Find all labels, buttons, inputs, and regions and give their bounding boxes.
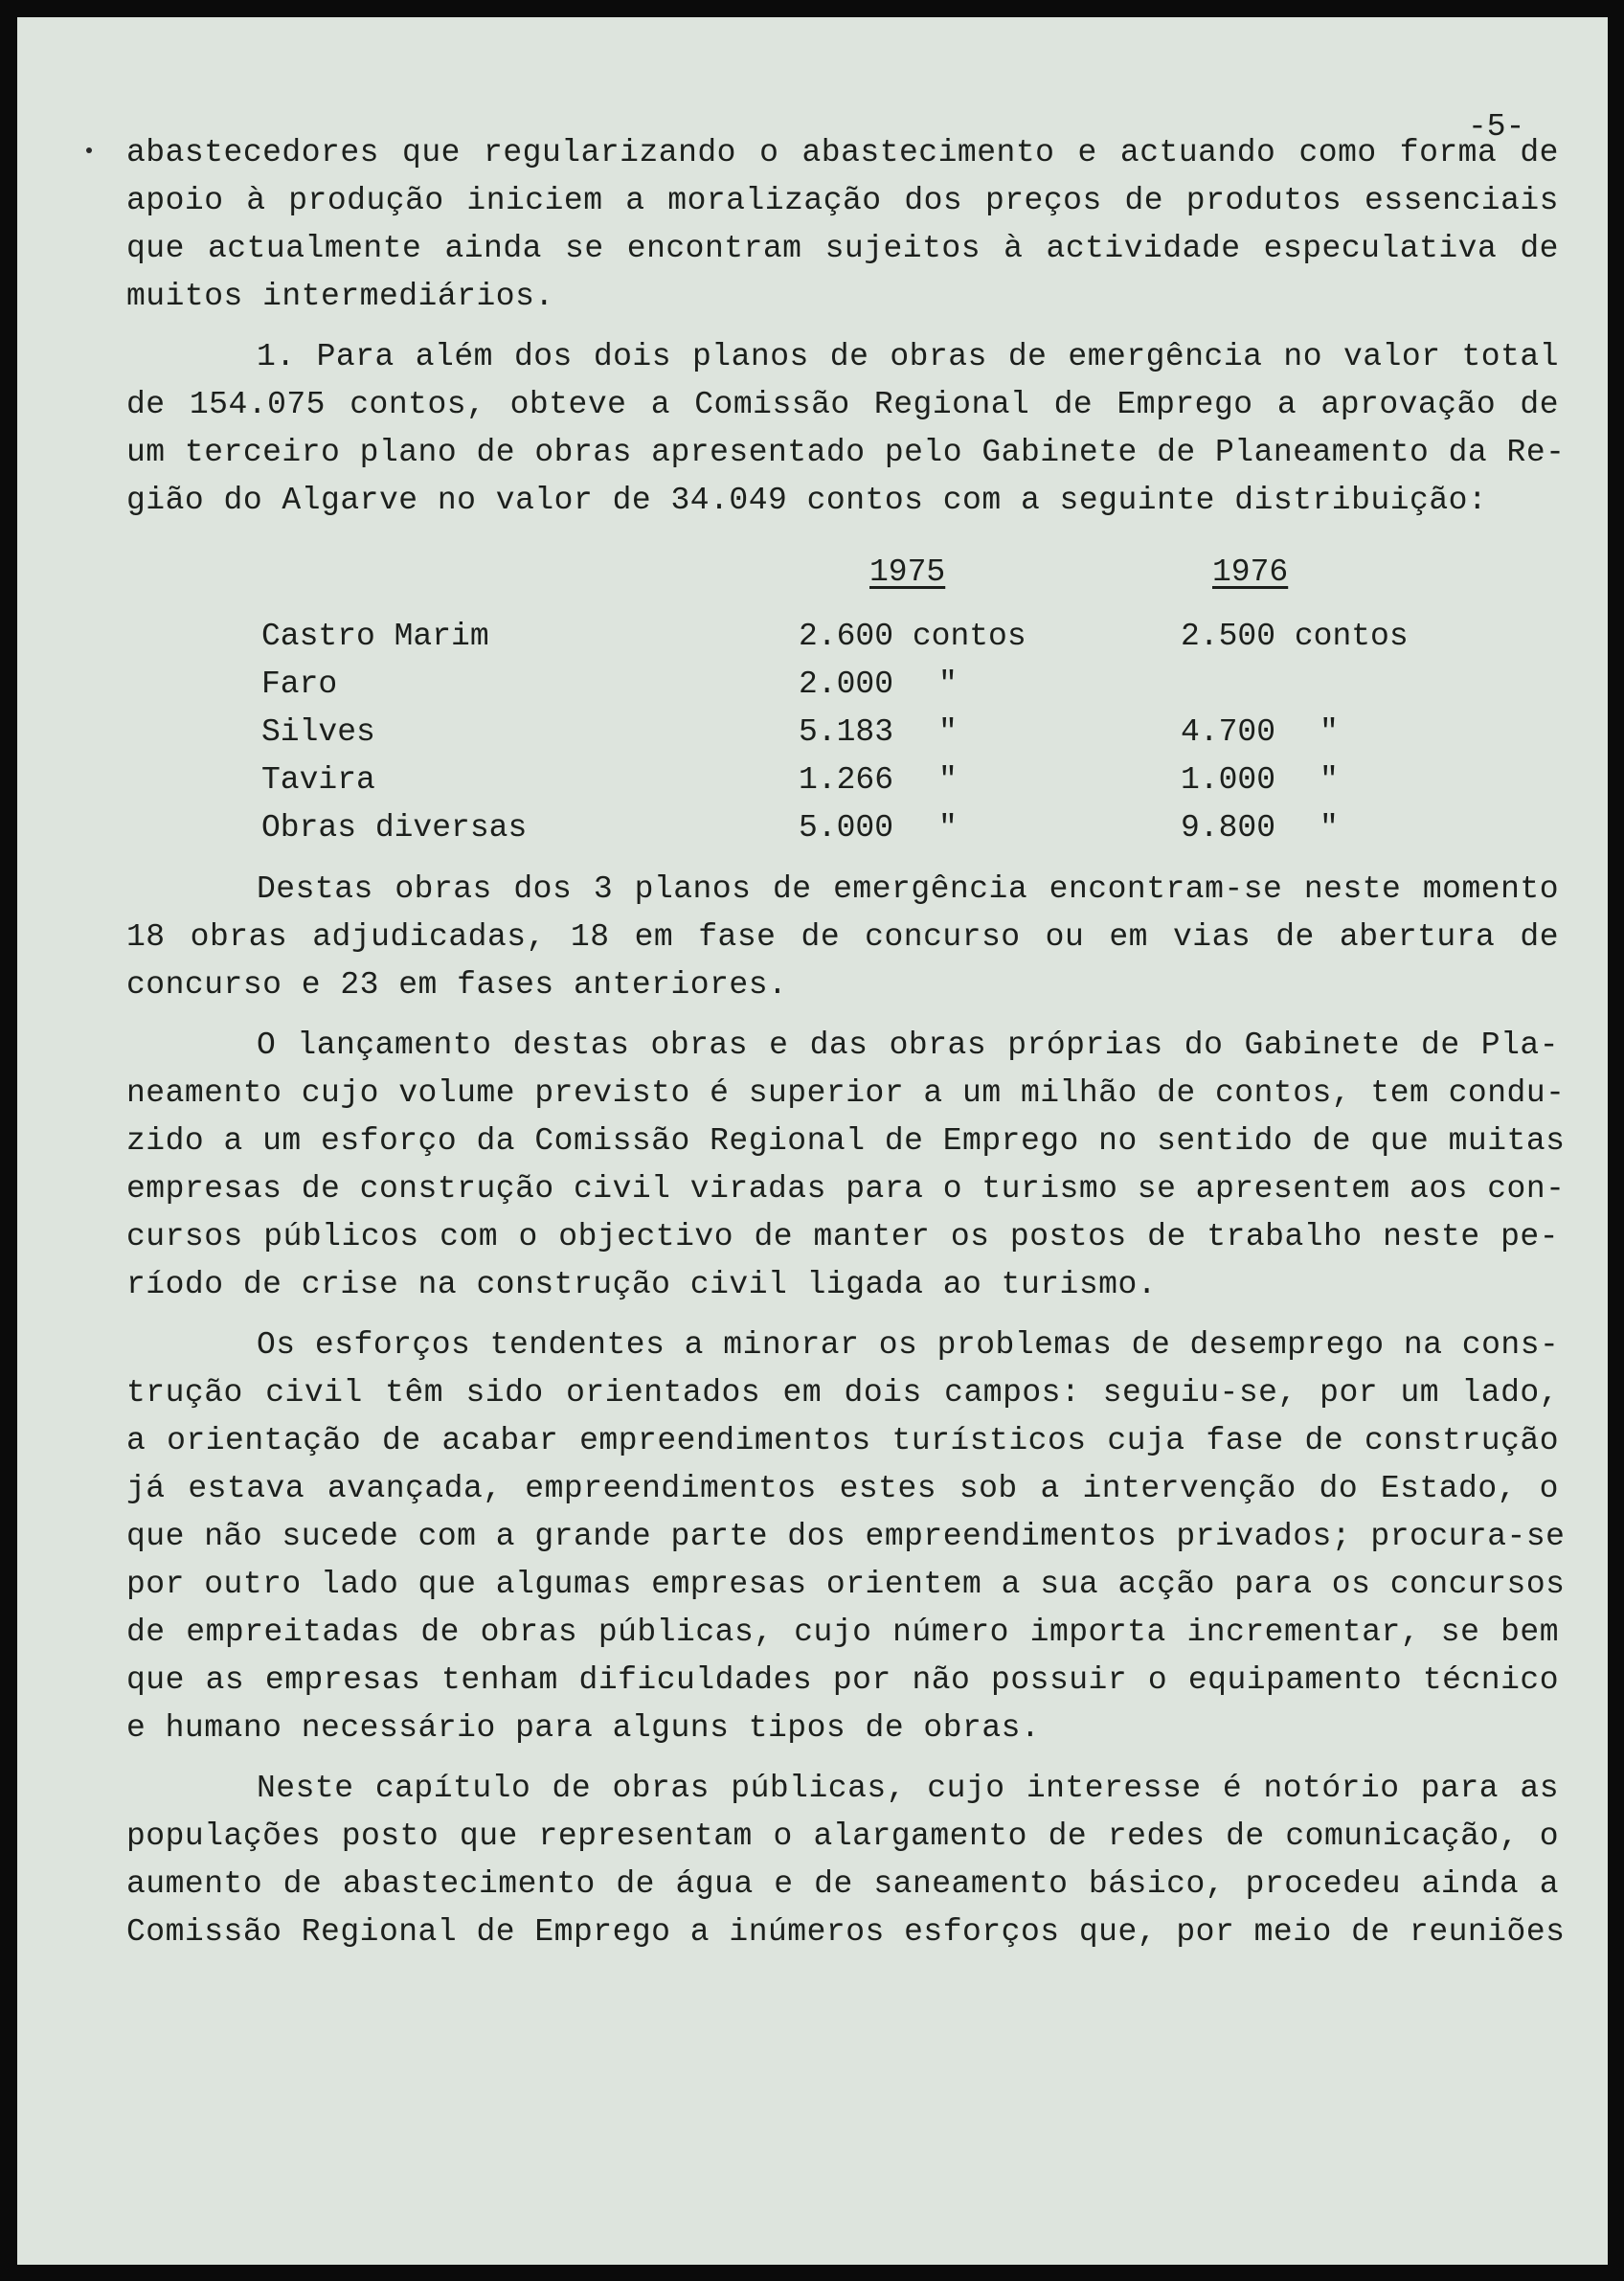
- text-line: 18 obras adjudicadas, 18 em fase de concurso ou em vias de abertura de: [126, 919, 1559, 955]
- text-line: populações posto que representam o alargamento de redes de comunicação, o: [126, 1818, 1559, 1854]
- text-line: Os esforços tendentes a minorar os problemas de desemprego na cons-: [257, 1327, 1560, 1363]
- page-number: -5-: [1468, 109, 1525, 145]
- text-line: um terceiro plano de obras apresentado pelo Gabinete de Planeamento da Re-: [126, 435, 1566, 470]
- year-header-1976: 1976: [1212, 554, 1289, 590]
- text-line: aumento de abastecimento de água e de saneamento básico, procedeu ainda a: [126, 1866, 1559, 1902]
- ditto-mark: ": [1320, 714, 1339, 750]
- ditto-mark: ": [1320, 810, 1339, 846]
- text-line: abastecedores que regularizando o abastecimento e actuando como forma de: [126, 135, 1559, 170]
- text-line: Comissão Regional de Emprego a inúmeros esforços que, por meio de reuniões: [126, 1914, 1566, 1950]
- ditto-mark: ": [938, 666, 958, 702]
- ditto-mark: ": [1320, 762, 1339, 798]
- table-cell-1976: 9.800: [1181, 810, 1276, 846]
- text-line: neamento cujo volume previsto é superior a um milhão de contos, tem condu-: [126, 1075, 1566, 1111]
- table-row-place: Silves: [261, 714, 375, 750]
- table-cell-1976: 4.700: [1181, 714, 1276, 750]
- table-cell-1976: 1.000: [1181, 762, 1276, 798]
- text-line: 1. Para além dos dois planos de obras de emergência no valor total: [257, 339, 1559, 374]
- text-line: Destas obras dos 3 planos de emergência encontram-se neste momento: [257, 871, 1559, 907]
- text-line: por outro lado que algumas empresas orientem a sua acção para os concursos: [126, 1567, 1566, 1602]
- table-cell-1975: 1.266: [799, 762, 894, 798]
- margin-mark: [86, 147, 92, 153]
- text-line: já estava avançada, empreendimentos estes sob a intervenção do Estado, o: [126, 1471, 1559, 1506]
- document-page: [17, 17, 1608, 2265]
- table-cell-1975: 2.600 contos: [799, 619, 1026, 654]
- text-line: ríodo de crise na construção civil ligada ao turismo.: [126, 1267, 1158, 1302]
- table-row-place: Tavira: [261, 762, 375, 798]
- table-row-place: Faro: [261, 666, 338, 702]
- text-line: empresas de construção civil viradas para o turismo se apresentem aos con-: [126, 1171, 1566, 1207]
- text-line: de empreitadas de obras públicas, cujo número importa incrementar, se bem: [126, 1615, 1559, 1650]
- table-row-place: Obras diversas: [261, 810, 528, 846]
- text-line: O lançamento destas obras e das obras próprias do Gabinete de Pla-: [257, 1028, 1559, 1063]
- text-line: de 154.075 contos, obteve a Comissão Regional de Emprego a aprovação de: [126, 387, 1559, 422]
- text-line: trução civil têm sido orientados em dois campos: seguiu-se, por um lado,: [126, 1375, 1559, 1411]
- year-header-1975: 1975: [869, 554, 946, 590]
- table-cell-1975: 2.000: [799, 666, 894, 702]
- text-line: apoio à produção iniciem a moralização dos preços de produtos essenciais: [126, 183, 1559, 218]
- text-line: a orientação de acabar empreendimentos turísticos cuja fase de construção: [126, 1423, 1559, 1458]
- ditto-mark: ": [938, 762, 958, 798]
- ditto-mark: ": [938, 810, 958, 846]
- table-cell-1976: 2.500 contos: [1181, 619, 1409, 654]
- text-line: e humano necessário para alguns tipos de obras.: [126, 1710, 1041, 1746]
- text-line: que as empresas tenham dificuldades por não possuir o equipamento técnico: [126, 1662, 1559, 1698]
- table-cell-1975: 5.183: [799, 714, 894, 750]
- text-line: cursos públicos com o objectivo de manter os postos de trabalho neste pe-: [126, 1219, 1559, 1254]
- table-cell-1975: 5.000: [799, 810, 894, 846]
- text-line: muitos intermediários.: [126, 279, 554, 314]
- text-line: gião do Algarve no valor de 34.049 contos com a seguinte distribuição:: [126, 483, 1488, 518]
- text-line: que actualmente ainda se encontram sujeitos à actividade especulativa de: [126, 231, 1559, 266]
- ditto-mark: ": [938, 714, 958, 750]
- text-line: zido a um esforço da Comissão Regional de Emprego no sentido de que muitas: [126, 1123, 1566, 1159]
- text-line: concurso e 23 em fases anteriores.: [126, 967, 788, 1003]
- text-line: que não sucede com a grande parte dos empreendimentos privados; procura-se: [126, 1519, 1566, 1554]
- table-row-place: Castro Marim: [261, 619, 489, 654]
- text-line: Neste capítulo de obras públicas, cujo interesse é notório para as: [257, 1771, 1559, 1806]
